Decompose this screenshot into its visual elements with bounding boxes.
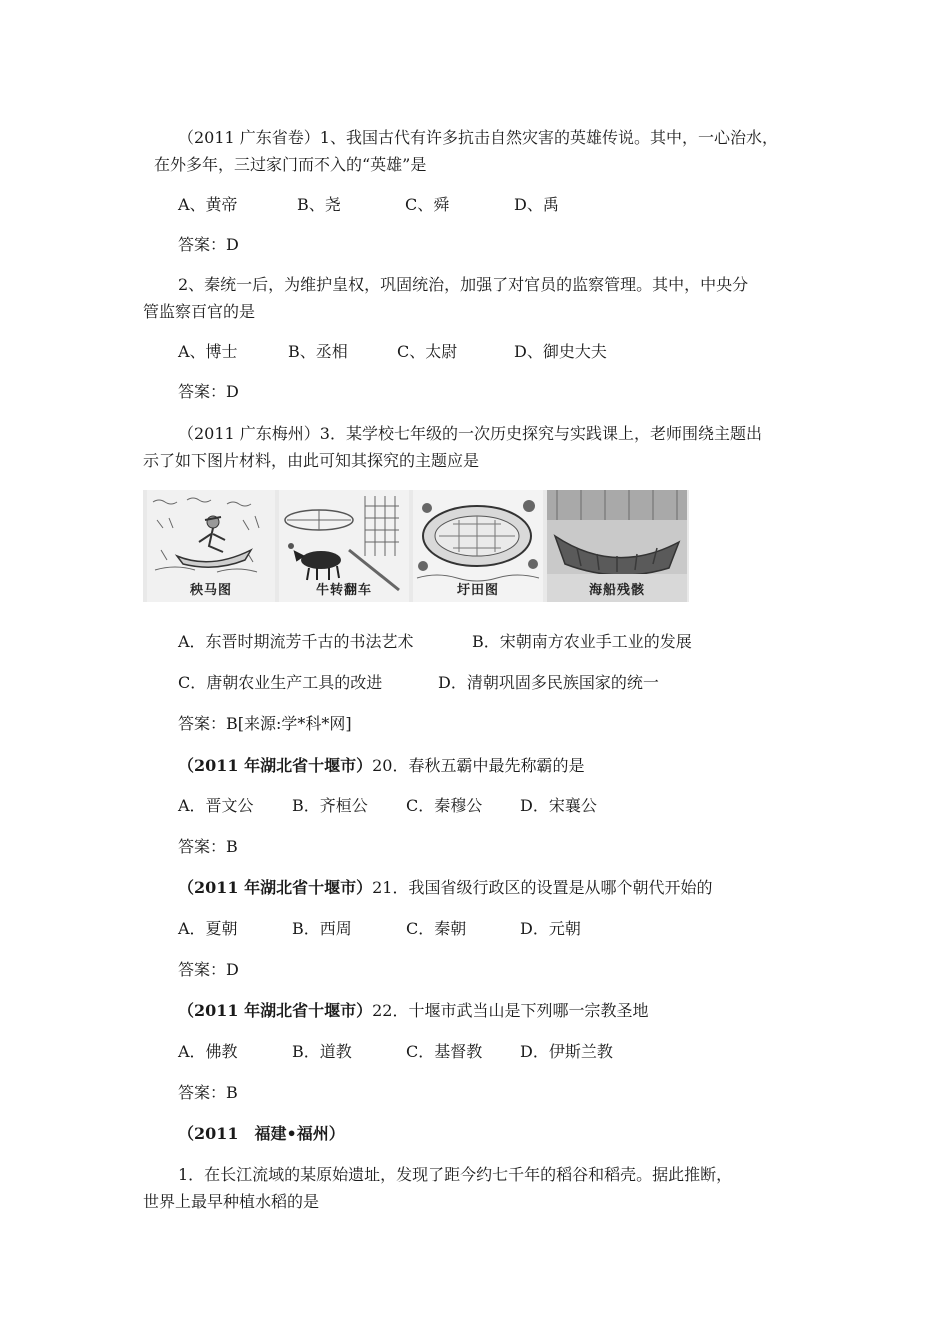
- q21-option-d: D．元朝: [520, 919, 581, 938]
- niuzhuan-fanche-caption: 牛转翻车: [315, 583, 372, 598]
- q20-answer: 答案：B: [178, 837, 238, 856]
- weitian-caption: 圩田图: [456, 583, 499, 598]
- q22-option-c: C．基督教: [406, 1042, 483, 1061]
- q3-option-d: D．清朝巩固多民族国家的统一: [438, 673, 659, 692]
- q1-stem-line1: （2011 广东省卷）1、我国古代有许多抗击自然灾害的英雄传说。其中，一心治水，: [178, 128, 778, 147]
- q21-option-c: C．秦朝: [406, 919, 467, 938]
- q22-answer: 答案：B: [178, 1083, 238, 1102]
- q1-option-c: C、舜: [405, 195, 450, 214]
- q1-option-a: A、黄帝: [178, 195, 238, 214]
- q2-stem-line2: 管监察百官的是: [143, 302, 256, 321]
- fujian-heading: （2011 福建•福州）: [178, 1124, 345, 1143]
- yangma-image: [147, 490, 275, 602]
- q20-option-c: C．秦穆公: [406, 796, 483, 815]
- q3-option-c: C．唐朝农业生产工具的改进: [178, 673, 383, 692]
- weitian-image: [413, 490, 543, 602]
- haichuan-canhai-image: [547, 490, 687, 602]
- q21-option-a: A．夏朝: [178, 919, 238, 938]
- q20-source: （2011 年湖北省十堰市）: [178, 756, 373, 775]
- q21-question: 21．我国省级行政区的设置是从哪个朝代开始的: [372, 878, 713, 897]
- niuzhuan-fanche-image: [279, 490, 409, 602]
- q2-option-c: C、太尉: [397, 342, 458, 361]
- q20-option-d: D．宋襄公: [520, 796, 597, 815]
- yangma-caption: 秧马图: [189, 583, 232, 598]
- q21-source: （2011 年湖北省十堰市）: [178, 878, 373, 897]
- q2-option-b: B、丞相: [288, 342, 348, 361]
- q3-option-b: B．宋朝南方农业手工业的发展: [472, 632, 692, 651]
- q3-image-strip: [143, 490, 689, 602]
- q21-stem: [178, 878, 712, 898]
- q20-question: 20．春秋五霸中最先称霸的是: [372, 756, 585, 775]
- q22-question: 22．十堰市武当山是下列哪一宗教圣地: [372, 1001, 649, 1020]
- q20-option-a: A．晋文公: [178, 796, 254, 815]
- q1-stem-line2: 在外多年，三过家门而不入的“英雄”是: [154, 155, 427, 174]
- q1-option-d: D、禹: [514, 195, 559, 214]
- q21-answer: 答案：D: [178, 960, 239, 979]
- q22-stem: [178, 1001, 648, 1021]
- q1-answer: 答案：D: [178, 235, 239, 254]
- q20-option-b: B．齐桓公: [292, 796, 368, 815]
- q2-stem-line1: 2、秦统一后，为维护皇权，巩固统治，加强了对官员的监察管理。其中，中央分: [178, 275, 749, 294]
- fujian-q1-line2: 世界上最早种植水稻的是: [143, 1192, 320, 1211]
- q3-option-a: A．东晋时期流芳千古的书法艺术: [178, 632, 414, 651]
- q3-stem-line2: 示了如下图片材料，由此可知其探究的主题应是: [143, 451, 480, 470]
- q2-answer: 答案：D: [178, 382, 239, 401]
- q20-stem: [178, 756, 584, 776]
- q2-option-a: A、博士: [178, 342, 238, 361]
- q22-source: （2011 年湖北省十堰市）: [178, 1001, 373, 1020]
- q22-option-a: A．佛教: [178, 1042, 238, 1061]
- q3-answer: 答案：B[来源:学*科*网]: [178, 714, 352, 733]
- q22-option-b: B．道教: [292, 1042, 352, 1061]
- q21-option-b: B．西周: [292, 919, 352, 938]
- q1-option-b: B、尧: [297, 195, 341, 214]
- q22-option-d: D．伊斯兰教: [520, 1042, 613, 1061]
- q3-stem-line1: （2011 广东梅州）3．某学校七年级的一次历史探究与实践课上，老师围绕主题出: [178, 424, 762, 443]
- haichuan-canhai-caption: 海船残骸: [588, 583, 645, 598]
- fujian-q1-line1: 1．在长江流域的某原始遗址，发现了距今约七千年的稻谷和稻壳。据此推断，: [178, 1165, 733, 1184]
- q2-option-d: D、御史大夫: [514, 342, 607, 361]
